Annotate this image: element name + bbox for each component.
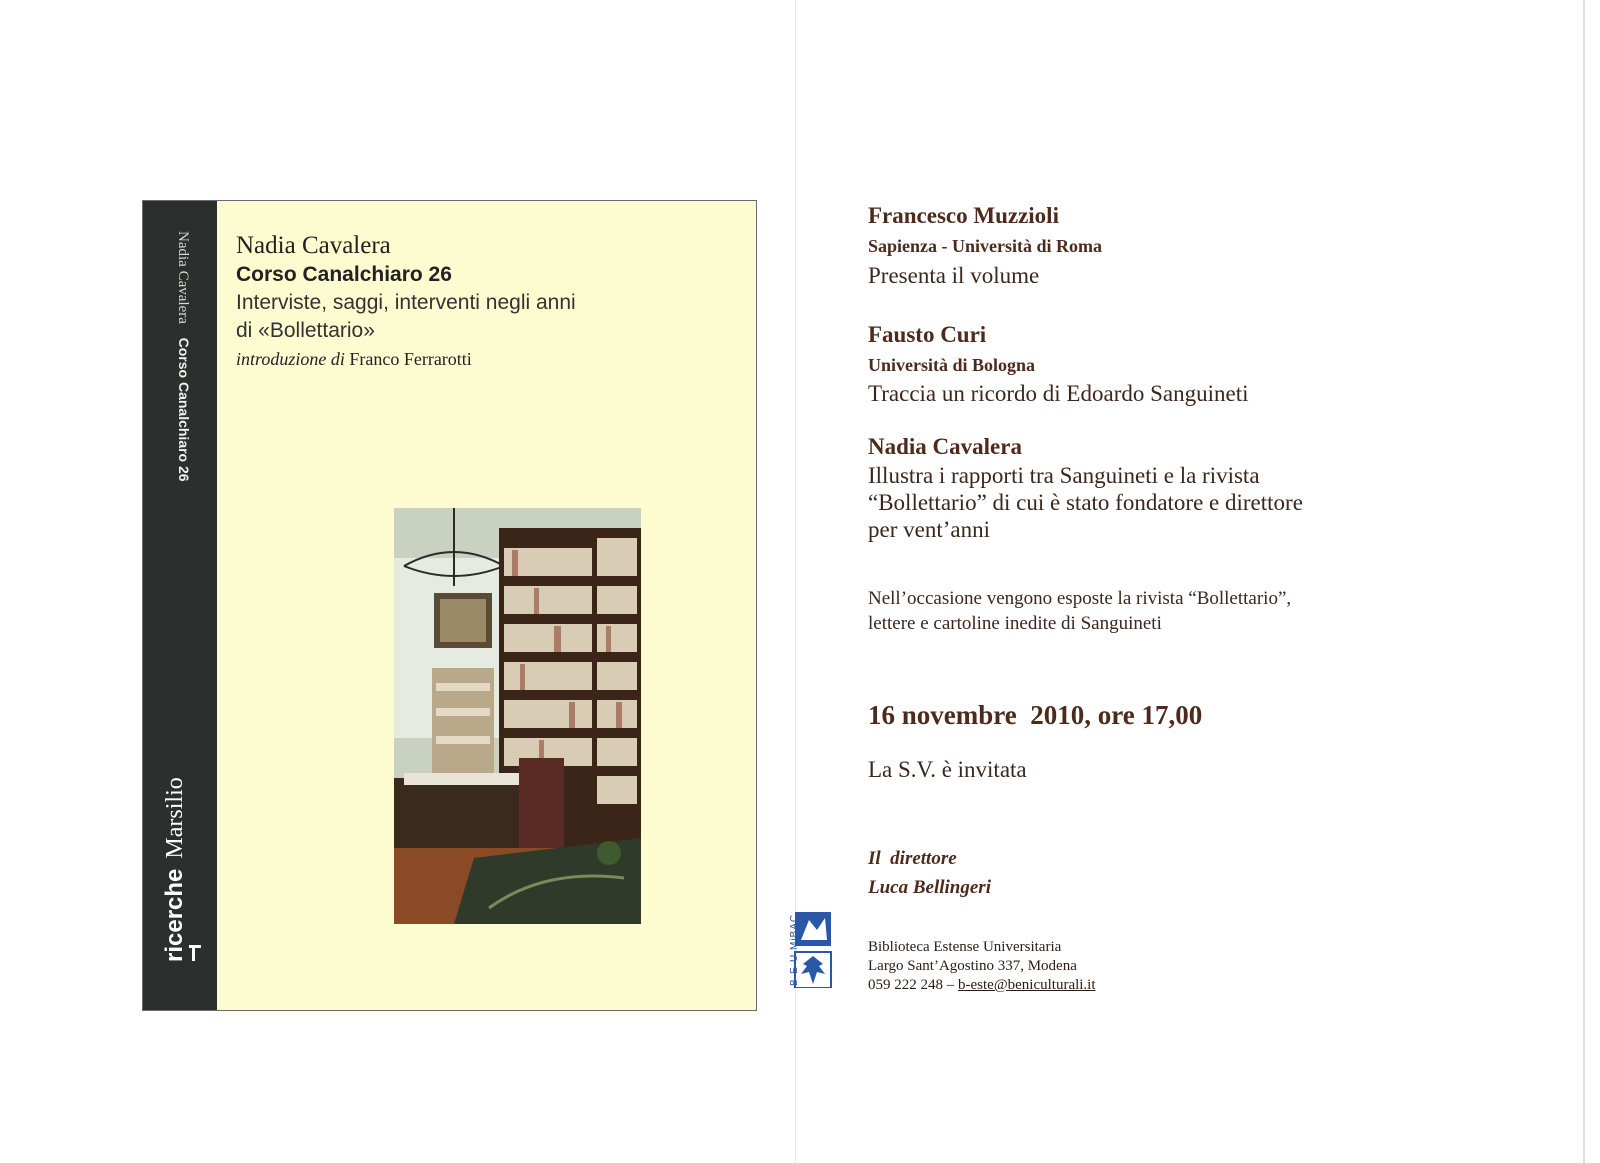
intro-label: introduzione di xyxy=(236,349,345,369)
cover-photo xyxy=(394,508,641,924)
cover-spine xyxy=(143,201,217,1010)
spine-author: Nadia Cavalera xyxy=(175,231,191,324)
speaker-3-role-line2: “Bollettario” di cui è stato fondatore e direttore xyxy=(868,490,1303,515)
institution-name: Biblioteca Estense Universitaria xyxy=(868,939,1062,955)
page-fold xyxy=(795,0,796,1163)
institution-address: Largo Sant’Agostino 337, Modena xyxy=(868,958,1077,974)
book-cover xyxy=(142,200,757,1011)
speaker-3-name: Nadia Cavalera xyxy=(868,434,1022,459)
intro-name: Franco Ferrarotti xyxy=(349,349,472,369)
cover-text xyxy=(236,231,736,373)
invite-text: La S.V. è invitata xyxy=(868,757,1027,782)
speaker-1-affiliation: Sapienza - Università di Roma xyxy=(868,236,1102,256)
speaker-1-role: Presenta il volume xyxy=(868,263,1040,288)
cover-intro xyxy=(236,345,736,373)
study-room-image xyxy=(394,508,641,924)
cover-subtitle-line2: di «Bollettario» xyxy=(236,319,375,342)
cover-author: Nadia Cavalera xyxy=(236,232,391,259)
publisher-logo-icon xyxy=(188,944,202,962)
cover-subtitle-line1: Interviste, saggi, interventi negli anni xyxy=(236,291,576,314)
event-date: 16 novembre 2010, ore 17,00 xyxy=(868,700,1203,730)
signature-name: Luca Bellingeri xyxy=(868,877,991,898)
note-line2: lettere e cartoline inedite di Sanguineti xyxy=(868,613,1162,634)
speaker-2-name: Fausto Curi xyxy=(868,322,987,347)
cover-title: Corso Canalchiaro 26 xyxy=(236,263,452,286)
speaker-3-role-line3: per vent’anni xyxy=(868,517,990,542)
library-logo-label: B·E·U MiBAC xyxy=(789,913,800,986)
page-edge xyxy=(1583,0,1585,1163)
note-line1: Nell’occasione vengono esposte la rivista “Bollettario”, xyxy=(868,588,1292,609)
spine-title: Corso Canalchiaro 26 xyxy=(176,337,192,482)
spine-series xyxy=(161,777,189,962)
institution-email[interactable]: b-este@beniculturali.it xyxy=(958,977,1096,993)
institution-phone: 059 222 248 – xyxy=(868,977,955,993)
series-name: ricerche xyxy=(161,868,188,962)
institution-contact xyxy=(868,976,1096,995)
signature-title: Il direttore xyxy=(868,848,957,869)
speaker-1-name: Francesco Muzzioli xyxy=(868,203,1059,228)
speaker-2-affiliation: Università di Bologna xyxy=(868,355,1036,375)
spine-top-text xyxy=(174,231,192,482)
speaker-2-role: Traccia un ricordo di Edoardo Sanguineti xyxy=(868,381,1249,406)
publisher-name: Marsilio xyxy=(162,777,188,859)
speaker-3-role-line1: Illustra i rapporti tra Sanguineti e la rivista xyxy=(868,463,1260,488)
